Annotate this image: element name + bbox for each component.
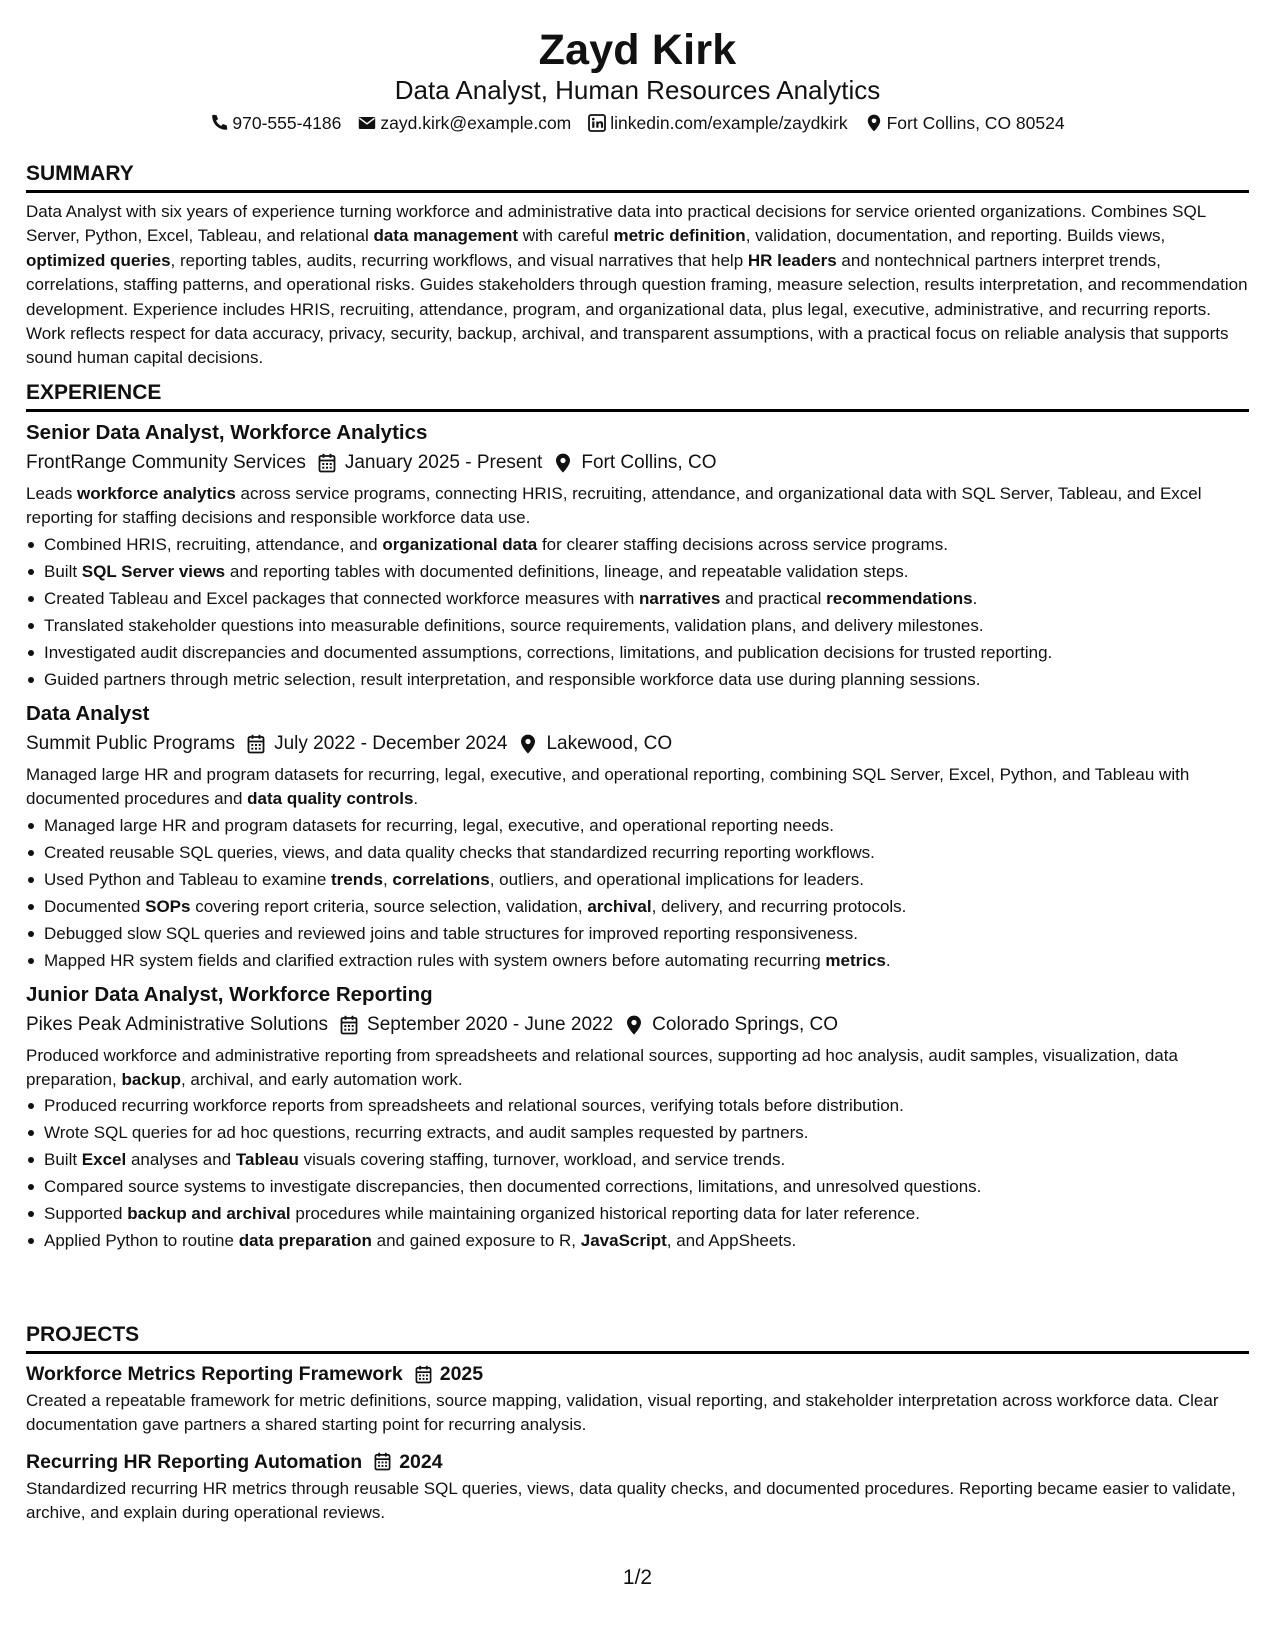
- job-bullets: [26, 531, 1249, 693]
- list-item: Supported backup and archival procedures while maintaining organized historical reporting data for later reference.: [26, 1200, 1249, 1227]
- list-item: Created reusable SQL queries, views, and data quality checks that standardized recurring reporting workflows.: [26, 839, 1249, 866]
- experience-section: [26, 380, 1249, 1254]
- projects-heading: PROJECTS: [26, 1322, 1249, 1354]
- list-item: Debugged slow SQL queries and reviewed joins and table structures for improved reporting responsiveness.: [26, 920, 1249, 947]
- candidate-name: Zayd Kirk: [538, 26, 737, 74]
- list-item: Managed large HR and program datasets for recurring, legal, executive, and operational reporting needs.: [26, 812, 1249, 839]
- contact-bar: [26, 111, 1249, 135]
- calendar-icon: [318, 453, 336, 473]
- list-item: Produced recurring workforce reports from spreadsheets and relational sources, verifying totals before distribution.: [26, 1092, 1249, 1119]
- list-item: Combined HRIS, recruiting, attendance, and organizational data for clearer staffing decisions across service programs.: [26, 531, 1249, 558]
- calendar-icon: [374, 1452, 391, 1471]
- linkedin-text: linkedin.com/example/zaydkirk: [610, 113, 848, 133]
- job-entry: [26, 420, 1249, 693]
- list-item: Wrote SQL queries for ad hoc questions, recurring extracts, and audit samples requested by partners.: [26, 1119, 1249, 1146]
- project-description: Standardized recurring HR metrics through reusable SQL queries, views, data quality checks, and documented procedures. Reporting became easier to validate, archive, and explain during operational reviews.: [26, 1478, 1236, 1523]
- location-text: Fort Collins, CO 80524: [886, 113, 1065, 133]
- summary-section: [26, 161, 1249, 371]
- job-location: Colorado Springs, CO: [652, 1013, 839, 1035]
- summary-heading: SUMMARY: [26, 161, 1249, 193]
- job-bullets: [26, 812, 1249, 974]
- list-item: Compared source systems to investigate discrepancies, then documented corrections, limitations, and unresolved questions.: [26, 1173, 1249, 1200]
- calendar-icon: [415, 1365, 432, 1384]
- job-intro: Produced workforce and administrative reporting from spreadsheets and relational sources, supporting ad hoc analysis, audit samples, visualization, data preparation, backup, archival, and early automation work.: [26, 1045, 1178, 1090]
- job-entry: [26, 982, 1249, 1255]
- job-title: Data Analyst: [26, 701, 150, 725]
- envelope-icon: [358, 114, 376, 132]
- calendar-icon: [247, 734, 265, 754]
- phone-text: 970-555-4186: [232, 113, 342, 133]
- project-title: Recurring HR Reporting Automation: [26, 1450, 363, 1473]
- company-name: Pikes Peak Administrative Solutions: [26, 1013, 329, 1035]
- list-item: Guided partners through metric selection, result interpretation, and responsible workforce data use during planning sessions.: [26, 666, 1249, 693]
- phone-icon: [210, 114, 228, 132]
- job-title: Senior Data Analyst, Workforce Analytics: [26, 421, 428, 444]
- list-item: Translated stakeholder questions into measurable definitions, source requirements, validation plans, and delivery milestones.: [26, 612, 1249, 639]
- list-item: Documented SOPs covering report criteria, source selection, validation, archival, delivery, and recurring protocols.: [26, 893, 1249, 920]
- project-year: 2024: [399, 1450, 443, 1473]
- job-location: Fort Collins, CO: [581, 452, 717, 473]
- list-item: Investigated audit discrepancies and documented assumptions, corrections, limitations, and publication decisions for trusted reporting.: [26, 639, 1249, 666]
- job-dates: July 2022 - December 2024: [274, 732, 508, 754]
- project-entry: [26, 1449, 1249, 1526]
- project-year: 2025: [439, 1363, 484, 1385]
- map-pin-icon: [625, 1015, 643, 1035]
- list-item: Mapped HR system fields and clarified extraction rules with system owners before automating recurring metrics.: [26, 947, 1249, 974]
- job-meta: [26, 449, 1249, 477]
- projects-section: [26, 1322, 1249, 1526]
- project-title-row: [26, 1361, 1249, 1387]
- project-entry: [26, 1361, 1249, 1438]
- company-name: Summit Public Programs: [26, 732, 236, 754]
- list-item: Applied Python to routine data preparation and gained exposure to R, JavaScript, and AppSheets.: [26, 1227, 1249, 1254]
- job-meta: [26, 1011, 1249, 1039]
- candidate-title: Data Analyst, Human Resources Analytics: [394, 75, 881, 105]
- calendar-icon: [340, 1015, 358, 1035]
- contact-email[interactable]: [358, 111, 571, 135]
- list-item: Built SQL Server views and reporting tables with documented definitions, lineage, and repeatable validation steps.: [26, 558, 1249, 585]
- company-name: FrontRange Community Services: [26, 452, 306, 473]
- experience-heading: EXPERIENCE: [26, 380, 1249, 412]
- map-pin-icon: [865, 114, 883, 132]
- resume-page: [26, 0, 1249, 1650]
- job-location: Lakewood, CO: [546, 732, 673, 754]
- job-intro: Managed large HR and program datasets for recurring, legal, executive, and operational reporting, combining SQL Server, Excel, Python, and Tableau with documented procedures and data quality controls.: [26, 764, 1190, 809]
- summary-text: Data Analyst with six years of experience turning workforce and administrative data into practical decisions for service oriented organizations. Combines SQL Server, Python, Excel, Tableau, and relational data management with careful metric definition, validation, documentation, and reporting. Builds views, optimized queries, reporting tables, audits, recurring workflows, and visual narratives that help HR leaders and nontechnical partners interpret trends, correlations, staffing patterns, and operational risks. Guides stakeholders through question framing, measure selection, results interpretation, and recommendation development. Experience includes HRIS, recruiting, attendance, program, and organizational data, plus legal, executive, administrative, and recurring reports. Work reflects respect for data accuracy, privacy, security, backup, archival, and transparent assumptions, with a practical focus on reliable analysis that supports sound human capital decisions.: [26, 202, 1248, 368]
- map-pin-icon: [519, 734, 537, 754]
- page-number: 1/2: [622, 1566, 653, 1589]
- job-bullets: [26, 1092, 1249, 1254]
- project-description: Created a repeatable framework for metric definitions, source mapping, validation, visual reporting, and stakeholder interpretation across workforce data. Clear documentation gave partners a shared starting point for recurring analysis.: [26, 1391, 1219, 1435]
- map-pin-icon: [554, 453, 572, 473]
- linkedin-icon: [588, 114, 606, 132]
- list-item: Created Tableau and Excel packages that connected workforce measures with narratives and practical recommendations.: [26, 585, 1249, 612]
- project-title: Workforce Metrics Reporting Framework: [26, 1363, 403, 1385]
- resume-header: [26, 0, 1249, 135]
- list-item: Used Python and Tableau to examine trends, correlations, outliers, and operational implications for leaders.: [26, 866, 1249, 893]
- job-entry: [26, 701, 1249, 974]
- project-title-row: [26, 1449, 1249, 1475]
- job-intro: Leads workforce analytics across service programs, connecting HRIS, recruiting, attendance, and organizational data with SQL Server, Tableau, and Excel reporting for staffing decisions and responsible workforce data use.: [26, 484, 1202, 528]
- job-title: Junior Data Analyst, Workforce Reporting: [26, 982, 433, 1006]
- job-dates: January 2025 - Present: [344, 452, 543, 473]
- list-item: Built Excel analyses and Tableau visuals covering staffing, turnover, workload, and service trends.: [26, 1146, 1249, 1173]
- job-dates: September 2020 - June 2022: [367, 1013, 614, 1035]
- contact-location: [865, 111, 1065, 135]
- contact-linkedin[interactable]: [588, 111, 847, 135]
- job-meta: [26, 730, 1249, 758]
- contact-phone[interactable]: [210, 111, 341, 135]
- email-text: zayd.kirk@example.com: [380, 113, 572, 133]
